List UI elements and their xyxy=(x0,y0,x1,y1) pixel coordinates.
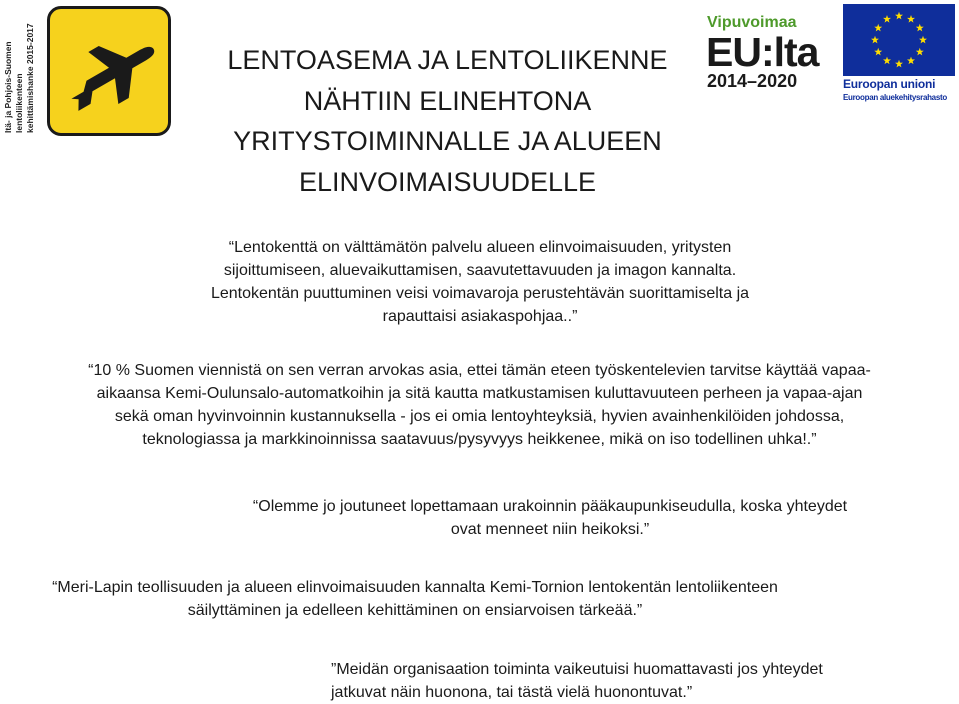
quote-line: säilyttäminen ja edelleen kehittäminen on ensiarvoisen tärkeää.” xyxy=(187,602,643,619)
quote-line: “Meri-Lapin teollisuuden ja alueen elinvoimaisuuden kannalta Kemi-Tornion lentokentän lentoliikenteen xyxy=(52,579,778,596)
title-line: YRITYSTOIMINNALLE JA ALUEEN xyxy=(233,126,662,156)
quote-line: “10 % Suomen viennistä on sen verran arvokas asia, ettei tämän eteen työskentelevien tarvitse käyttää vapaa- xyxy=(88,362,871,379)
quote-line: teknologiassa ja markkinoinnissa saatavuus/pysyvyys heikkenee, mikä on iso todellinen uhka!.” xyxy=(142,431,817,448)
vipuvoimaa-logo xyxy=(700,8,825,93)
quote-1 xyxy=(150,236,810,328)
airplane-icon xyxy=(56,17,162,125)
eu-star-icon xyxy=(895,60,903,68)
quote-line: jatkuvat näin huonona, tai tästä vielä huonontuvat.” xyxy=(331,684,693,701)
project-label-line: kehittämishanke 2015-2017 xyxy=(25,23,35,133)
quote-3 xyxy=(200,495,900,541)
quote-line: “Lentokenttä on välttämätön palvelu alueen elinvoimaisuuden, yritysten xyxy=(228,239,732,256)
quote-line: ovat menneet niin heikoksi.” xyxy=(450,521,650,538)
title-line: NÄHTIIN ELINEHTONA xyxy=(303,85,592,116)
quote-line: sekä oman hyvinvoinnin kustannuksella - jos ei omia lentoyhteyksiä, hyvien avainhenkilöiden johdossa, xyxy=(114,408,845,425)
vipu-line-3: 2014–2020 xyxy=(707,71,798,91)
quote-line: sijoittumiseen, aluevaikuttamisen, saavutettavuuden ja imagon kannalta. xyxy=(223,262,737,279)
eu-stars xyxy=(843,4,955,76)
quote-line: ”Meidän organisaation toiminta vaikeutuisi huomattavasti jos yhteydet xyxy=(331,661,823,678)
quote-5 xyxy=(331,658,931,704)
eu-star-icon xyxy=(874,24,882,32)
project-label-line: Itä- ja Pohjois-Suomen xyxy=(3,41,13,133)
title-line: ELINVOIMAISUUDELLE xyxy=(298,166,597,197)
eu-star-icon xyxy=(907,15,915,23)
eu-star-icon xyxy=(907,57,915,65)
title-line: LENTOASEMA JA LENTOLIIKENNE xyxy=(227,45,668,75)
quote-line: aikaansa Kemi-Oulunsalo-automatkoihin ja sitä kautta matkustamisen kuluttavuuteen perheen ja vapaa-ajan xyxy=(96,385,863,402)
quote-line: “Olemme jo joutuneet lopettamaan urakoinnin pääkaupunkiseudulla, koska yhteydet xyxy=(252,498,848,515)
eu-star-icon xyxy=(871,36,879,44)
quote-2 xyxy=(62,359,897,451)
airport-sign xyxy=(47,6,171,136)
eu-flag-icon xyxy=(843,4,955,76)
quote-line: Lentokentän puuttuminen veisi voimavaroja perustehtävän suorittamiselta ja xyxy=(210,285,750,302)
vipu-line-2: EU:lta xyxy=(706,29,819,75)
eu-star-icon xyxy=(895,12,903,20)
eu-star-icon xyxy=(916,48,924,56)
quote-line: rapauttaisi asiakaspohjaa..” xyxy=(382,308,578,325)
eu-star-icon xyxy=(874,48,882,56)
eu-star-icon xyxy=(883,57,891,65)
eu-fund-name: Euroopan aluekehitysrahasto xyxy=(843,93,947,102)
eu-star-icon xyxy=(883,15,891,23)
eu-name: Euroopan unioni xyxy=(843,77,936,91)
project-label-line: lentoliikenteen xyxy=(14,73,24,133)
quote-4 xyxy=(0,576,830,622)
eu-star-icon xyxy=(916,24,924,32)
page-title xyxy=(200,40,695,202)
eu-star-icon xyxy=(919,36,927,44)
vipu-line-1: Vipuvoimaa xyxy=(707,14,797,31)
